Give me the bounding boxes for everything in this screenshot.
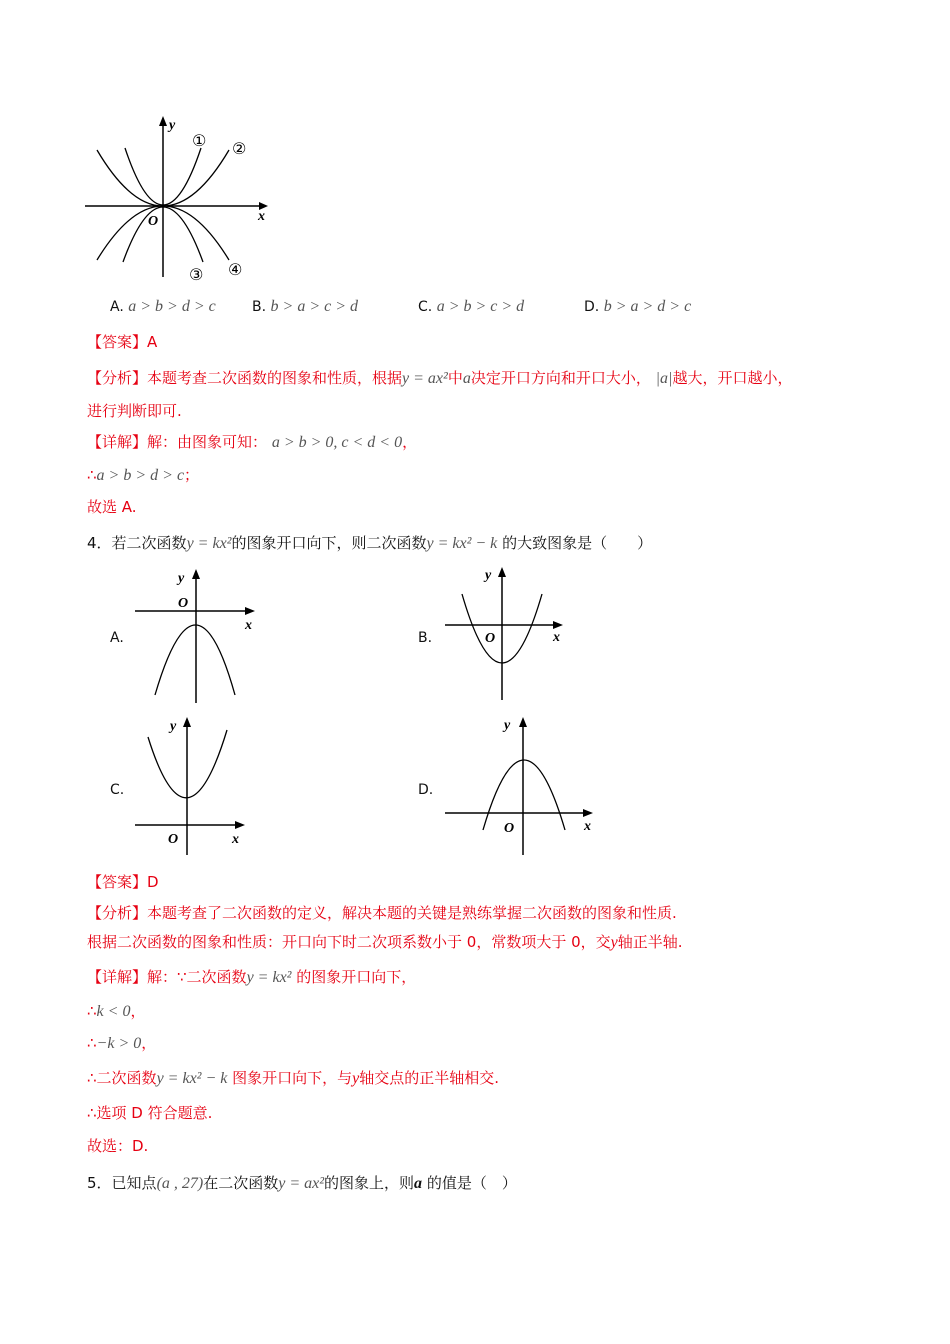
x-axis-label: x: [553, 630, 560, 645]
y-axis-label: y: [485, 568, 492, 583]
option-expr: b > a > d > c: [603, 298, 692, 315]
q3-analysis-cont: 进行判断即可.: [87, 402, 182, 420]
q4-step-3: ∴二次函数y = kx² − k 图象开口向下，与y轴交点的正半轴相交.: [87, 1069, 500, 1087]
q3-therefore: ∴a > b > d > c；: [87, 466, 200, 484]
curve-label-3: ③: [189, 265, 204, 284]
curve-label-4: ④: [228, 260, 243, 279]
q4-graph-b: [440, 562, 580, 702]
q3-detail: 【详解】解：由图象可知： a > b > 0, c < d < 0，: [87, 433, 418, 451]
q5-question: 5．已知点(a , 27)在二次函数y = ax²的图象上，则a 的值是（ ）: [87, 1174, 517, 1192]
origin-label: O: [485, 631, 496, 646]
q4-step-4: ∴选项 D 符合题意.: [87, 1104, 213, 1122]
q4-answer: 【答案】D: [87, 873, 159, 891]
origin-label: O: [168, 832, 179, 847]
q4-option-a[interactable]: A.: [110, 630, 124, 646]
q3-option-c[interactable]: [418, 298, 524, 316]
q4-option-d[interactable]: D.: [418, 782, 434, 798]
q4-question: 4．若二次函数y = kx²的图象开口向下，则二次函数y = kx² − k 的大致图象是（ ）: [87, 534, 653, 552]
q3-choose: 故选 A.: [87, 498, 137, 516]
q4-analysis-cont: 根据二次函数的图象和性质：开口向下时二次项系数小于 0，常数项大于 0，交y轴正半轴.: [87, 933, 683, 951]
option-expr: b > a > c > d: [270, 298, 359, 315]
q4-analysis: 【分析】本题考查了二次函数的定义，解决本题的关键是熟练掌握二次函数的图象和性质.: [87, 904, 677, 922]
x-axis-label: x: [258, 209, 265, 224]
q3-option-d[interactable]: [584, 298, 691, 316]
option-label: D.: [584, 299, 600, 315]
q3-option-b[interactable]: [252, 298, 358, 316]
option-label: C.: [418, 299, 433, 315]
curve-label-2: ②: [232, 139, 247, 158]
q3-analysis: 【分析】本题考查二次函数的图象和性质，根据y = ax²中a决定开口方向和开口大小， |a|越大，开口越小，: [87, 369, 793, 387]
x-axis-label: x: [245, 618, 252, 633]
x-axis-label: x: [232, 832, 239, 847]
option-expr: a > b > d > c: [128, 298, 216, 315]
q4-choose: 故选：D.: [87, 1137, 149, 1155]
option-label: A.: [110, 299, 124, 315]
q4-graph-a: [135, 565, 265, 705]
origin-label: O: [148, 214, 159, 229]
q3-answer: 【答案】A: [87, 333, 158, 351]
y-axis-label: y: [170, 719, 177, 734]
origin-label: O: [178, 596, 189, 611]
q4-step-2: ∴−k > 0，: [87, 1034, 157, 1052]
q4-option-c[interactable]: C.: [110, 782, 125, 798]
curve-label-1: ①: [192, 131, 207, 150]
q4-graph-d: [440, 712, 600, 857]
option-expr: a > b > c > d: [436, 298, 525, 315]
q4-step-1: ∴k < 0，: [87, 1002, 146, 1020]
origin-label: O: [504, 821, 515, 836]
y-axis-label: y: [169, 118, 176, 133]
q3-graph: [85, 112, 285, 287]
option-label: B.: [252, 299, 267, 315]
x-axis-label: x: [584, 819, 591, 834]
q4-graph-c: [135, 712, 265, 857]
q4-option-b[interactable]: B.: [418, 630, 433, 646]
q3-option-a[interactable]: [110, 298, 216, 316]
y-axis-label: y: [504, 718, 511, 733]
q4-detail: 【详解】解：∵二次函数y = kx² 的图象开口向下，: [87, 968, 417, 986]
y-axis-label: y: [178, 571, 185, 586]
